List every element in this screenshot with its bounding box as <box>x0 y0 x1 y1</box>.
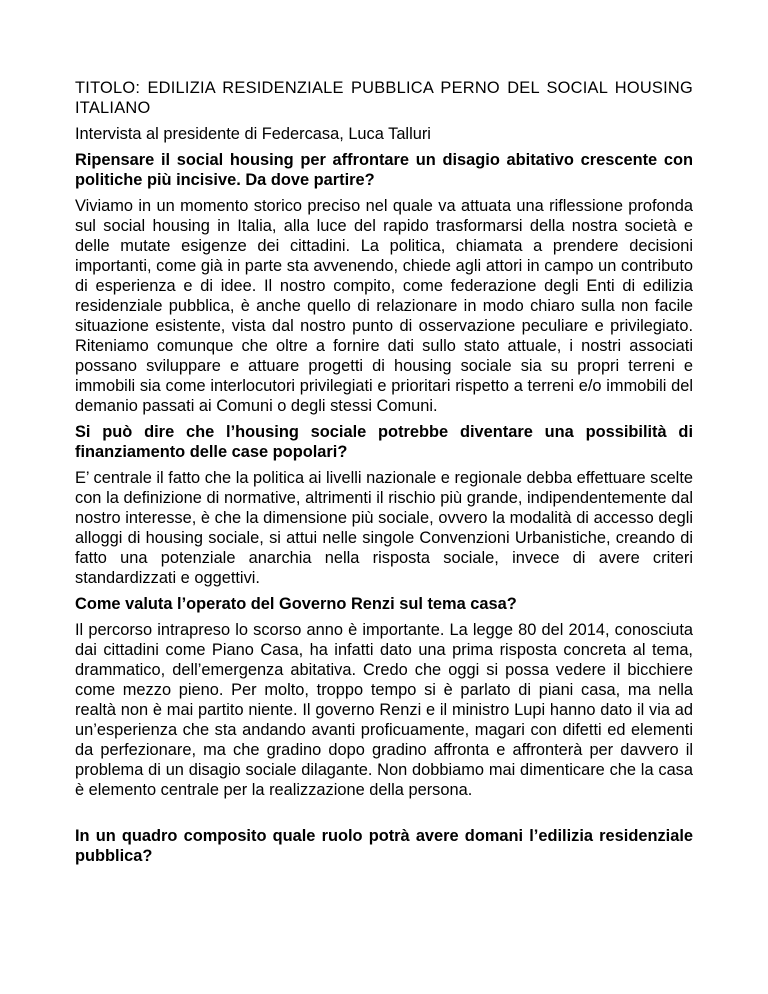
answer-2: E’ centrale il fatto che la politica ai livelli nazionale e regionale debba effettuare scelte con la definizione di normative, altrimenti il rischio più grande, indipendentemente dal nostro interesse, è che la dimensione più sociale, ovvero la modalità di accesso degli alloggi di housing sociale, si attui nelle singole Convenzioni Urbanistiche, creando di fatto una potenziale anarchia nella risposta sociale, invece di avere criteri standardizzati e oggettivi. <box>75 469 693 587</box>
answer-1: Viviamo in un momento storico preciso nel quale va attuata una riflessione profonda sul social housing in Italia, alla luce del rapido trasformarsi della nostra società e delle mutate esigenze dei cittadini. La politica, chiamata a prendere decisioni importanti, come già in parte sta avvenendo, chiede agli attori in campo un contributo di esperienza e di idee. Il nostro compito, come federazione degli Enti di edilizia residenziale pubblica, è anche quello di relazionare in modo chiaro sulla non facile situazione esistente, vista dal nostro punto di osservazione peculiare e privilegiato. Riteniamo comunque che oltre a fornire dati sullo stato attuale, i nostri associati possano sviluppare e attuare progetti di housing sociale sia su propri terreni e immobili sia come interlocutori privilegiati e prioritari rispetto a terreni e/o immobili del demanio passati ai Comuni o degli stessi Comuni. <box>75 197 693 415</box>
answer-3: Il percorso intrapreso lo scorso anno è importante. La legge 80 del 2014, conosciuta dai cittadini come Piano Casa, ha infatti dato una prima risposta concreta al tema, drammatico, dell’emergenza abitativa. Credo che oggi si possa vedere il bicchiere come mezzo pieno. Per molto, troppo tempo si è parlato di piani casa, ma nella realtà non è mai partito niente. Il governo Renzi e il ministro Lupi hanno dato il via ad un’esperienza che sta andando avanti proficuamente, magari con difetti ed elementi da perfezionare, ma che gradino dopo gradino affronta e affronterà per davvero il problema di un disagio sociale dilagante. Non dobbiamo mai dimenticare che la casa è elemento centrale per la realizzazione della persona. <box>75 621 693 799</box>
document-page <box>75 78 693 872</box>
question-3: Come valuta l’operato del Governo Renzi sul tema casa? <box>75 595 517 613</box>
document-subtitle: Intervista al presidente di Federcasa, Luca Talluri <box>75 125 431 143</box>
question-4: In un quadro composito quale ruolo potrà avere domani l’edilizia residenziale pubblica? <box>75 827 693 865</box>
document-title: TITOLO: EDILIZIA RESIDENZIALE PUBBLICA PERNO DEL SOCIAL HOUSING ITALIANO <box>75 79 693 117</box>
paragraph-gap <box>75 806 693 826</box>
question-1: Ripensare il social housing per affrontare un disagio abitativo crescente con politiche più incisive. Da dove partire? <box>75 151 693 189</box>
question-2: Si può dire che l’housing sociale potrebbe diventare una possibilità di finanziamento delle case popolari? <box>75 423 693 461</box>
